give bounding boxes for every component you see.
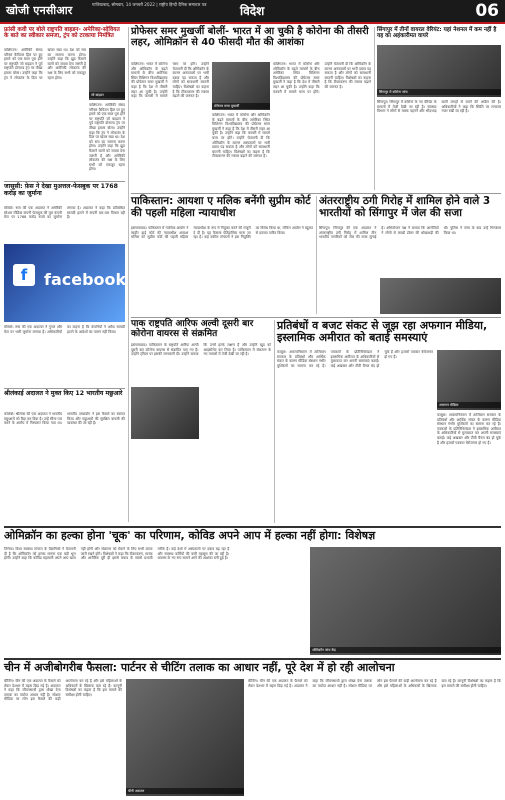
top-story-photo-caption: प्रोफेसर समर मुखर्जी [212,103,270,109]
left-headline-1: फ्रांसी कवी पर बोले राष्ट्रपति बाइडन- अमेरिका-सोवियत के बाते का स्वीकार समजा, ट्रंप को टरकाया निमंत्रित [4,27,120,40]
afghan-media-body: काबुल। अफगानिस्तान में तालिबान सरकार के प्रतिबंधों और आर्थिक संकट के कारण मीडिया संस्थान गंभीर मुश्किलों का सामना कर रहे हैं। पत्रकारों के प्रतिनिधिमंडल ने इस्लामिक अमीरात के अधिकारियों से मुलाकात कर अपनी समस्याएं बताईं। कई अखबार और टीवी चैनल बंद हो चुके हैं और हजारों पत्रकार बेरोजगार हो गए हैं। [277,350,433,368]
page-number: 06 [475,1,499,21]
column-rule [374,27,375,190]
afghan-media-headline: प्रतिबंधों व बजट संकट से जूझ रहा अफगान मीडिया, इस्लामिक अमीरात को बताई समस्याएं [277,319,488,345]
top-story-body-a: वाशिंगटन। भारत में कोरोना और ओमिक्रॉन के बढ़ते मामलों के बीच अमेरिका स्थित मिशिगन विश्वविद्यालय की प्रोफेसर समर मुखर्जी ने कहा है कि देश में तीसरी लहर आ चुकी है। उन्होंने कहा कि फरवरी में मामले चरम पर होंगे। उन्होंने चेतावनी दी कि ओमिक्रॉन के कारण अस्पतालों पर भारी दबाव पड़ सकता है और लोगों को सावधानी बरतनी चाहिए। विशेषज्ञों का कहना है कि टीकाकरण की रफ्तार बढ़ाने की जरूरत है। [131,62,209,99]
china-headline: चीन में अजीबोगरीब फैसला: पार्टनर से चीटिंग तलाक का आधार नहीं, पूरे देश में हो रही आलोचना [4,661,395,674]
omicron-photo-caption: ओमिक्रॉन जांच केंद्र [310,647,501,653]
left-body-2: मॉस्को। रूस की एक अदालत ने अमेरिकी सोशल मीडिया कंपनी फेसबुक की मूल कंपनी मेटा पर 1768 करोड़ रुपये का जुर्माना लगाया है। अदालत ने कहा कि प्रतिबंधित सामग्री हटाने में कंपनी बार-बार विफल रही है। [4,206,125,220]
singapore-jail-photo [380,278,501,314]
divider [4,388,125,389]
divider [4,526,501,528]
singapore-jail-headline: अंतरराष्ट्रीय ठगी गिरोह में शामिल होने वाले 3 भारतीयों को सिंगापुर में जेल की सजा [319,195,491,219]
china-body-a: बीजिंग। चीन की एक अदालत के फैसले को लेकर देशभर में बहस छिड़ गई है। अदालत ने कहा कि जीवनसाथी द्वारा धोखा देना तलाक का पर्याप्त आधार नहीं है। सोशल मीडिया पर लोग इस फैसले की कड़ी आलोचना कर रहे हैं और इसे महिलाओं के अधिकारों के खिलाफ बता रहे हैं। कानूनी विशेषज्ञों का कहना है कि इस मामले की समीक्षा होनी चाहिए। [4,679,122,702]
top-story-headline: प्रोफेसर समर मुखर्जी बोलीं- भारत में आ चुकी है कोरोना की तीसरी लहर, ओमिक्रॉन से 40 फीसदी मौत की आशंका [131,26,369,48]
omicron-headline: ओमिक्रॉन का हल्का होना 'चूक' का परिणाम, कोविड अपने आप में हल्का नहीं होगा: विशेषज्ञ [4,529,376,542]
brand-name: खोजी एनसीआर [6,4,73,17]
divider [131,193,501,194]
left-body-1b: वाशिंगटन। अमेरिकी संसद परिसर कैपिटल हिल पर हुए हमले को एक साल पूरा होने पर राष्ट्रपति जो बाइडन ने पूर्व राष्ट्रपति डोनाल्ड ट्रंप पर तीखा हमला बोला। उन्होंने कहा कि ट्रंप ने लोकतंत्र के दिल पर खंजर रखा था। देश को सच का सामना करना होगा। उन्होंने कहा कि झूठ फैलाने वालों को जवाब देना जरूरी है और अमेरिकी लोकतंत्र की रक्षा के लिए सभी को एकजुट रहना होगा। [89,103,125,172]
top-story-body-c: वाशिंगटन। भारत में कोरोना और ओमिक्रॉन के बढ़ते मामलों के बीच अमेरिका स्थित मिशिगन विश्वविद्यालय की प्रोफेसर समर मुखर्जी ने कहा है कि देश में तीसरी लहर आ चुकी है। उन्होंने कहा कि फरवरी में मामले चरम पर होंगे। उन्होंने चेतावनी दी कि ओमिक्रॉन के कारण अस्पतालों पर भारी दबाव पड़ सकता है और लोगों को सावधानी बरतनी चाहिए। विशेषज्ञों का कहना है कि टीकाकरण की रफ्तार बढ़ाने की जरूरत है। [273,62,371,94]
top-right-headline: सिंगापुर में तीनों वायरल वेरियंट: यहां नेशनल में कम नहीं है यह का अहंकारीमत वायरे [377,27,497,40]
left-headline-3: श्रीलंकाई अदालत ने मुक्त किए 12 भारतीय मछुआरे [4,390,123,397]
pak-president-body: इस्लामाबाद। पाकिस्तान के राष्ट्रपति आरिफ अल्वी दूसरी बार कोरोना वायरस से संक्रमित पाए गए हैं। उन्होंने ट्विटर पर इसकी जानकारी दी। उन्होंने बताया कि उनमें हल्के लक्षण हैं और उन्होंने खुद को आइसोलेट कर लिया है। पाकिस्तान में संक्रमण के नए मामलों में तेजी देखी जा रही है। [131,343,271,357]
china-photo-caption: चीनी अदालत [126,788,244,794]
biden-photo-caption: जो बाइडन [89,92,125,98]
pakistan-body: इस्लामाबाद। पाकिस्तान में न्यायिक आयोग ने लाहौर हाई कोर्ट की न्यायाधीश आयशा मलिक को सुप्रीम कोर्ट की पहली महिला न्यायाधीश के रूप में नियुक्त करने की मंजूरी दे दी है। यह फैसला ऐतिहासिक माना जा रहा है। कई वकील संगठनों ने इस नियुक्ति का विरोध किया था, लेकिन आयोग ने बहुमत से प्रस्ताव पारित किया। [131,226,313,240]
left-body-1: वाशिंगटन। अमेरिकी संसद परिसर कैपिटल हिल पर हुए हमले को एक साल पूरा होने पर राष्ट्रपति जो बाइडन ने पूर्व राष्ट्रपति डोनाल्ड ट्रंप पर तीखा हमला बोला। उन्होंने कहा कि ट्रंप ने लोकतंत्र के दिल पर खंजर रखा था। देश को सच का सामना करना होगा। उन्होंने कहा कि झूठ फैलाने वालों को जवाब देना जरूरी है और अमेरिकी लोकतंत्र की रक्षा के लिए सभी को एकजुट रहना होगा। [4,48,86,80]
left-headline-2: जासूसी: फ़ेस ने देखा मुअत्तल-फेसबुक पर 1768 करोड़ का जुर्माना [4,183,118,197]
masthead [0,0,505,22]
top-right-photo-caption: सिंगापुर में कोरोना जांच [377,89,501,95]
china-photo [126,679,244,796]
left-body-4: कोलंबो। श्रीलंका की एक अदालत ने भारतीय मछुआरों को रिहा कर दिया है। उन्हें सीमा पार करने के आरोप में गिरफ्तार किया गया था। भारतीय उच्चायोग ने इस फैसले का स्वागत किया और मछुआरों की सुरक्षित वापसी की व्यवस्था की जा रही है। [4,412,125,426]
divider [131,317,501,318]
pak-president-headline: पाक राष्ट्रपति आरिफ अल्वी दूसरी बार कोरोना वायरस से संक्रमित [131,319,254,339]
pakistan-headline: पाकिस्तान: आयशा ए मलिक बनेंगी सुप्रीम कोर्ट की पहली महिला न्यायाधीश [131,195,311,219]
column-rule [316,196,317,314]
afghan-media-photo [437,350,501,410]
divider [4,658,501,660]
masthead-meta: गाजियाबाद, सोमवार, 14 जनवरी 2022 | राष्ट्रीय हिन्दी दैनिक समाचार पत्र [92,2,207,7]
column-rule [274,320,275,523]
afghan-media-photo-caption: अफगान मीडिया [437,402,501,408]
facebook-f-icon: f [13,264,35,286]
facebook-image [4,244,125,322]
divider [4,181,125,182]
facebook-wordmark: facebook [44,270,127,289]
top-story-body-b: वाशिंगटन। भारत में कोरोना और ओमिक्रॉन के बढ़ते मामलों के बीच अमेरिका स्थित मिशिगन विश्वविद्यालय की प्रोफेसर समर मुखर्जी ने कहा है कि देश में तीसरी लहर आ चुकी है। उन्होंने कहा कि फरवरी में मामले चरम पर होंगे। उन्होंने चेतावनी दी कि ओमिक्रॉन के कारण अस्पतालों पर भारी दबाव पड़ सकता है और लोगों को सावधानी बरतनी चाहिए। विशेषज्ञों का कहना है कि टीकाकरण की रफ्तार बढ़ाने की जरूरत है। [212,113,270,159]
masthead-rule [0,22,505,24]
singapore-jail-body: सिंगापुर। सिंगापुर की एक अदालत ने अंतरराष्ट्रीय ठगी गिरोह में शामिल तीन भारतीय नागरिकों को जेल की सजा सुनाई है। अभियोजन पक्ष ने बताया कि आरोपियों ने लोगों से लाखों डॉलर की धोखाधड़ी की थी। पुलिस ने जांच के बाद उन्हें गिरफ्तार किया था। [319,226,501,240]
column-rule [128,27,129,522]
china-body-b: बीजिंग। चीन की एक अदालत के फैसले को लेकर देशभर में बहस छिड़ गई है। अदालत ने कहा कि जीवनसाथी द्वारा धोखा देना तलाक का पर्याप्त आधार नहीं है। सोशल मीडिया पर लोग इस फैसले की कड़ी आलोचना कर रहे हैं और इसे महिलाओं के अधिकारों के खिलाफ बता रहे हैं। कानूनी विशेषज्ञों का कहना है कि इस मामले की समीक्षा होनी चाहिए। [248,679,501,688]
afghan-media-body-b: काबुल। अफगानिस्तान में तालिबान सरकार के प्रतिबंधों और आर्थिक संकट के कारण मीडिया संस्थान गंभीर मुश्किलों का सामना कर रहे हैं। पत्रकारों के प्रतिनिधिमंडल ने इस्लामिक अमीरात के अधिकारियों से मुलाकात कर अपनी समस्याएं बताईं। कई अखबार और टीवी चैनल बंद हो चुके हैं और हजारों पत्रकार बेरोजगार हो गए हैं। [437,413,501,445]
omicron-photo [310,547,501,655]
top-right-body: सिंगापुर। सिंगापुर में कोरोना के नए वेरियंट के मामलों में तेजी देखी जा रही है। स्वास्थ्य विभाग ने लोगों से मास्क पहनने और भीड़भाड़ वाली जगहों से बचने की अपील की है। अधिकारियों ने कहा कि स्थिति पर लगातार नजर रखी जा रही है। [377,100,501,114]
section-title: विदेश [240,4,265,18]
omicron-body: जिनेवा। विश्व स्वास्थ्य संगठन के वैज्ञानिकों ने चेतावनी दी है कि ओमिक्रॉन को हल्का मानना एक बड़ी भूल होगी। उन्होंने कहा कि कोविड महामारी अपने आप खत्म नहीं होगी और संक्रमण को रोकने के लिए सभी उपाय जारी रखने होंगे। विशेषज्ञों ने कहा कि टीकाकरण, मास्क और शारीरिक दूरी ही इससे बचाव के सबसे प्रभावी तरीके हैं। कई देशों में अस्पतालों पर दबाव बढ़ रहा है और स्वास्थ्य कर्मियों की कमी महसूस की जा रही है। वायरस के नए रूप सामने आने की आशंका बनी हुई है। [4,547,230,561]
alvi-photo [131,387,199,439]
left-body-3: मॉस्को। रूस की एक अदालत ने गूगल और मेटा पर भारी जुर्माना लगाया है। अधिकारियों का कहना है कि कंपनियों ने अवैध सामग्री हटाने के आदेशों का पालन नहीं किया। [4,325,125,334]
